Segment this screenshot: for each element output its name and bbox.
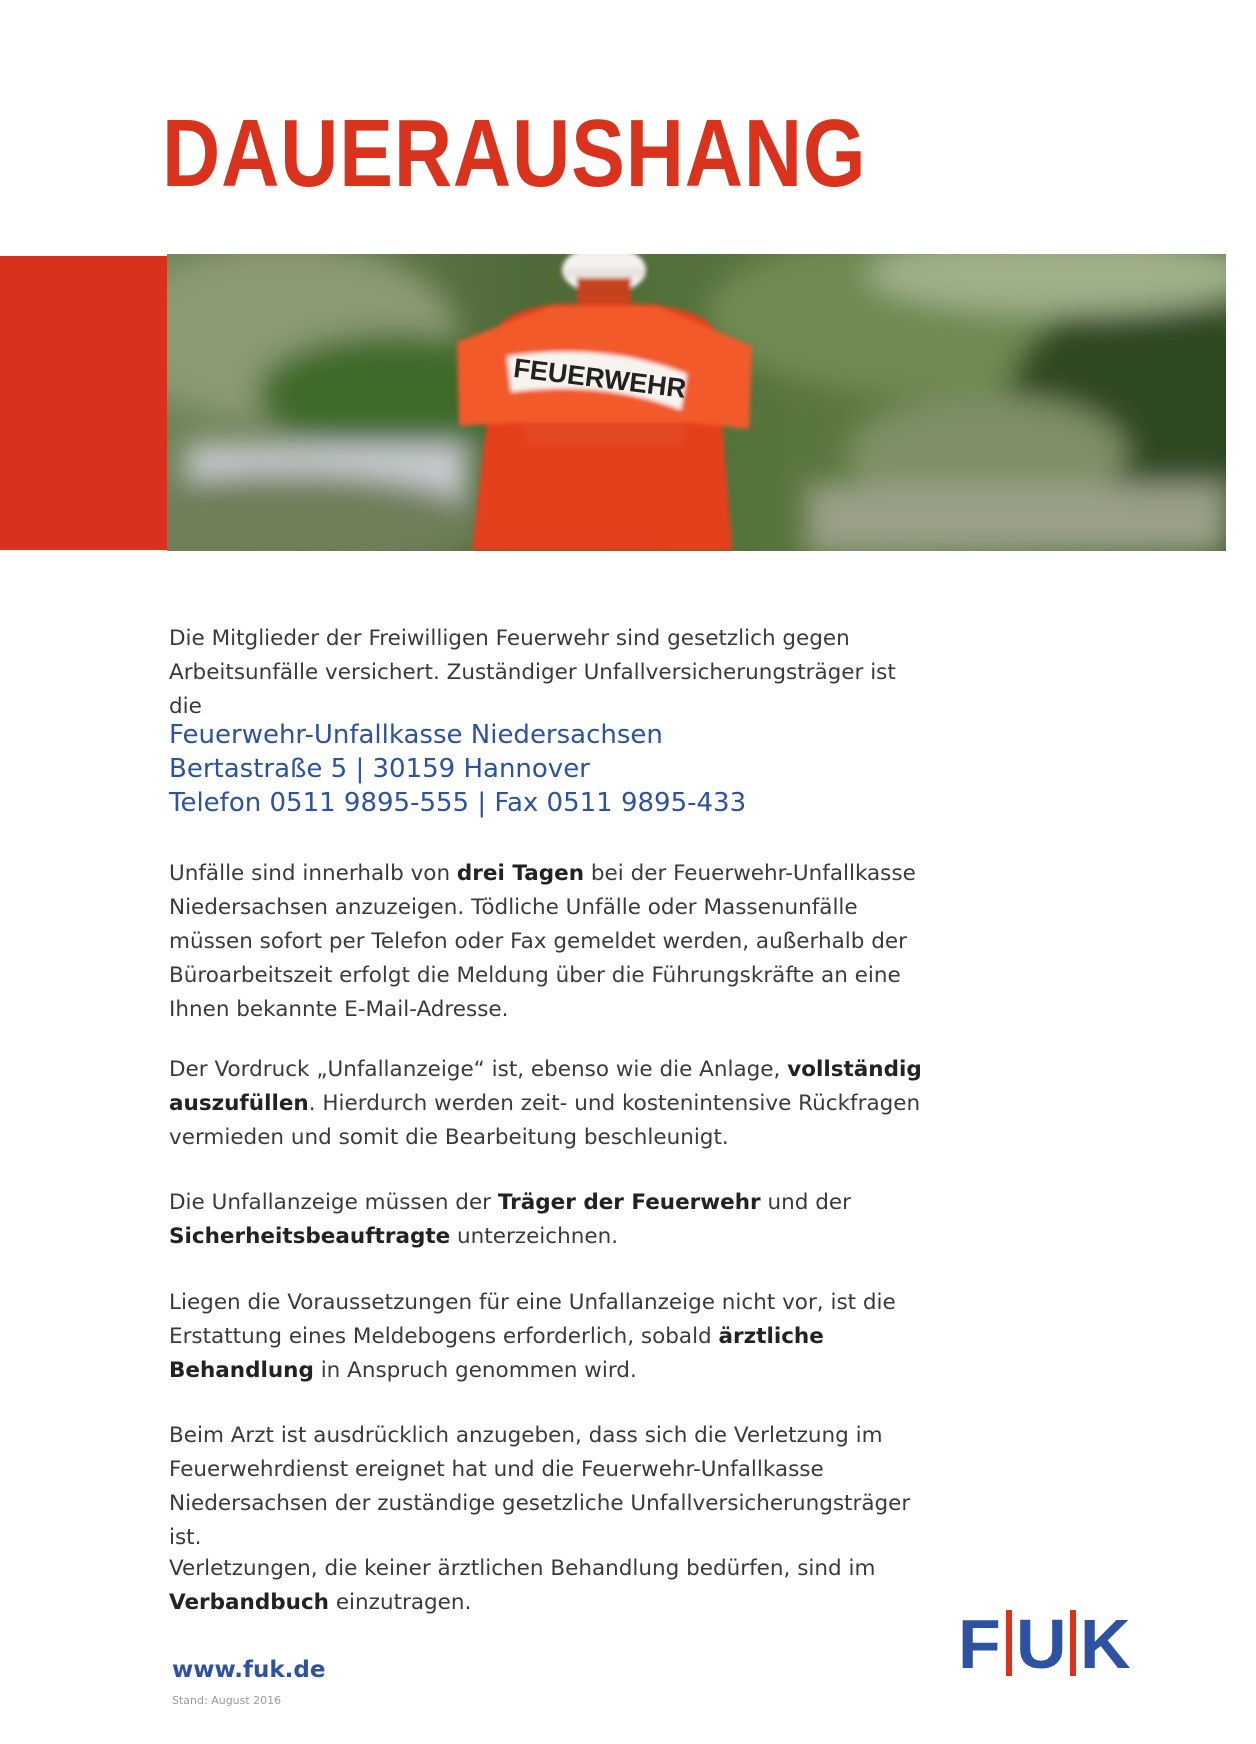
address-street: Bertastraße 5 | 30159 Hannover [169, 754, 590, 784]
vest-label: FEUERWEHR [511, 352, 688, 404]
page-title: DAUERAUSHANG [162, 100, 867, 207]
website-link[interactable]: www.fuk.de [172, 1657, 326, 1683]
paragraph-signatures: Die Unfallanzeige müssen der Träger der Feuerwehr und der Sicherheitsbeauftragte unterzeichnen. [169, 1190, 851, 1249]
paragraph-doctor: Beim Arzt ist ausdrücklich anzugeben, dass sich die Verletzung im Feuerwehrdienst ereignet hat und die Feuerwehr-Unfallkasse Niedersachsen der zuständige gesetzliche Unfallversicherungsträger ist. [169, 1423, 911, 1550]
paragraph-form: Der Vordruck „Unfallanzeige“ ist, ebenso wie die Anlage, vollständig auszufüllen. Hierdurch werden zeit- und kostenintensive Rückfragen vermieden und somit die Bearbeitung beschleunigt. [169, 1057, 922, 1150]
logo-letter-f: F [958, 1605, 1001, 1683]
logo-letter-k: K [1080, 1605, 1131, 1683]
paragraph-meldebogen: Liegen die Voraussetzungen für eine Unfallanzeige nicht vor, ist die Erstattung eines Meldebogens erforderlich, sobald ärztliche Behandlung in Anspruch genommen wird. [169, 1290, 896, 1383]
logo-divider [1006, 1610, 1012, 1676]
hero-photo [167, 254, 1226, 551]
intro-paragraph: Die Mitglieder der Freiwilligen Feuerwehr sind gesetzlich gegen Arbeitsunfälle versichert. Zuständiger Unfallversicherungsträger ist die [169, 626, 896, 719]
address-phone: Telefon 0511 9895-555 | Fax 0511 9895-433 [169, 788, 747, 818]
paragraph-deadline: Unfälle sind innerhalb von drei Tagen bei der Feuerwehr-Unfallkasse Niedersachsen anzuzeigen. Tödliche Unfälle oder Massenunfälle müssen sofort per Telefon oder Fax gemeldet werden, außerhalb der Büroarbeitszeit erfolgt die Meldung über die Führungskräfte an eine Ihnen bekannte E-Mail-Adresse. [169, 861, 916, 1022]
red-accent-block [0, 256, 167, 550]
logo-divider [1070, 1610, 1076, 1676]
stand-date: Stand: August 2016 [172, 1694, 282, 1707]
fuk-logo [958, 1604, 1158, 1684]
paragraph-verbandbuch: Verletzungen, die keiner ärztlichen Behandlung bedürfen, sind im Verbandbuch einzutragen. [169, 1556, 876, 1615]
address-name: Feuerwehr-Unfallkasse Niedersachsen [169, 720, 663, 750]
address-block [169, 718, 929, 820]
logo-letter-u: U [1016, 1605, 1067, 1683]
firefighter-photo [167, 254, 1226, 551]
